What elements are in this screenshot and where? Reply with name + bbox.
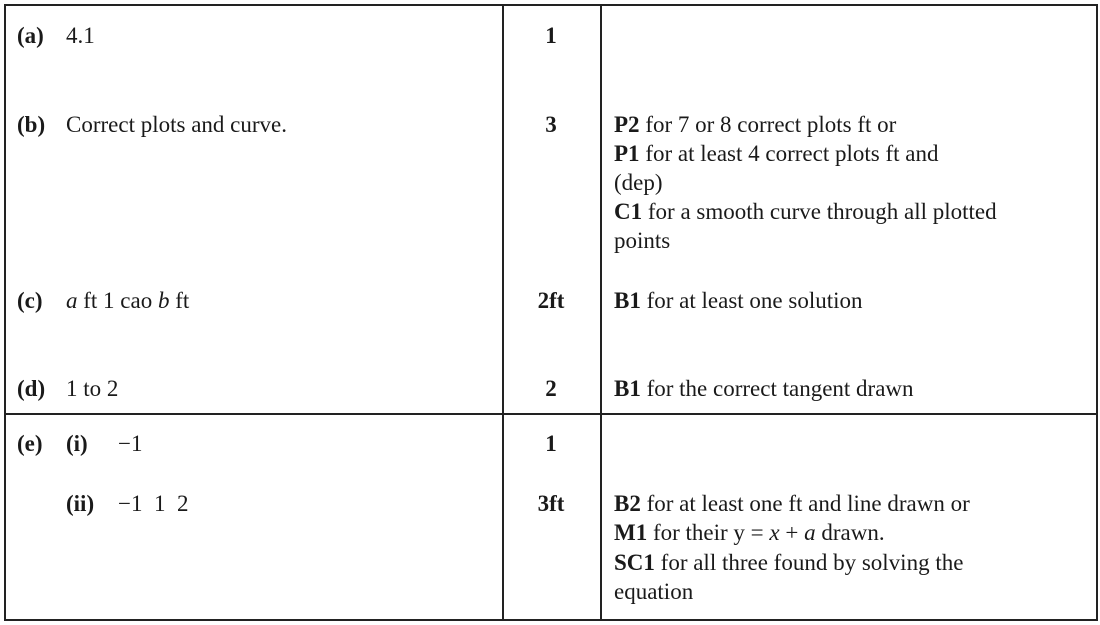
note-text: points xyxy=(614,228,671,253)
mark-d: 2 xyxy=(545,376,557,401)
note-code: P2 xyxy=(614,112,640,137)
note-var-x: x xyxy=(769,520,780,545)
note-text: for 7 or 8 correct plots ft or xyxy=(645,112,897,137)
mark-b: 3 xyxy=(545,112,557,137)
answer-c-a-text: ft 1 cao xyxy=(83,288,153,313)
part-label-a: (a) xyxy=(17,23,44,48)
answer-c xyxy=(66,286,189,315)
row-divider-e xyxy=(4,413,1098,415)
answer-c-var-a: a xyxy=(66,288,78,313)
mark-e-i: 1 xyxy=(545,431,557,456)
note-text: equation xyxy=(614,579,694,604)
notes-c-1 xyxy=(614,286,863,315)
part-label-b: (b) xyxy=(17,112,46,137)
part-label-c: (c) xyxy=(17,288,43,313)
answer-a: 4.1 xyxy=(66,23,95,48)
answer-b: Correct plots and curve. xyxy=(66,112,287,137)
note-code: P1 xyxy=(614,141,640,166)
note-tail: drawn. xyxy=(821,520,885,545)
answer-e-i: −1 xyxy=(118,431,143,456)
note-code: B2 xyxy=(614,491,641,516)
note-code: SC1 xyxy=(614,550,655,575)
answer-c-b-text: ft xyxy=(175,288,190,313)
part-label-d: (d) xyxy=(17,376,46,401)
mark-e-ii: 3ft xyxy=(537,491,565,516)
note-text: for at least one ft and line drawn or xyxy=(646,491,970,516)
note-text: for at least 4 correct plots ft and xyxy=(645,141,939,166)
notes-e-ii-2 xyxy=(614,518,885,547)
note-text: for a smooth curve through all plotted xyxy=(647,199,997,224)
note-code: B1 xyxy=(614,288,641,313)
table-bottom-border xyxy=(4,619,1098,621)
notes-b-2 xyxy=(614,139,938,168)
answer-c-var-b: b xyxy=(157,288,170,313)
note-text: for at least one solution xyxy=(646,288,863,313)
part-label-e: (e) xyxy=(17,431,43,456)
note-text: for the correct tangent drawn xyxy=(646,376,914,401)
notes-d-1 xyxy=(614,374,914,403)
note-code: M1 xyxy=(614,520,648,545)
answer-e-ii: −1 1 2 xyxy=(118,491,189,516)
mark-c: 2ft xyxy=(537,288,565,313)
table-top-border xyxy=(4,4,1098,6)
note-text: (dep) xyxy=(614,170,663,195)
notes-b-3 xyxy=(614,168,663,197)
notes-b-5 xyxy=(614,226,670,255)
note-text: for their y = xyxy=(652,520,764,545)
notes-e-ii-3 xyxy=(614,548,963,577)
notes-b-4 xyxy=(614,197,997,226)
mark-a: 1 xyxy=(545,23,557,48)
answer-d: 1 to 2 xyxy=(66,376,119,401)
table-left-border xyxy=(4,4,6,621)
note-var-a: a xyxy=(804,520,816,545)
note-plus: + xyxy=(785,520,799,545)
subpart-label-e-i: (i) xyxy=(66,431,88,456)
notes-e-ii-4 xyxy=(614,577,693,606)
column-divider-2 xyxy=(600,4,602,621)
notes-b-1 xyxy=(614,110,896,139)
note-text: for all three found by solving the xyxy=(660,550,964,575)
subpart-label-e-ii: (ii) xyxy=(66,491,95,516)
note-code: C1 xyxy=(614,199,643,224)
notes-e-ii-1 xyxy=(614,489,970,518)
table-right-border xyxy=(1096,4,1098,621)
note-code: B1 xyxy=(614,376,641,401)
